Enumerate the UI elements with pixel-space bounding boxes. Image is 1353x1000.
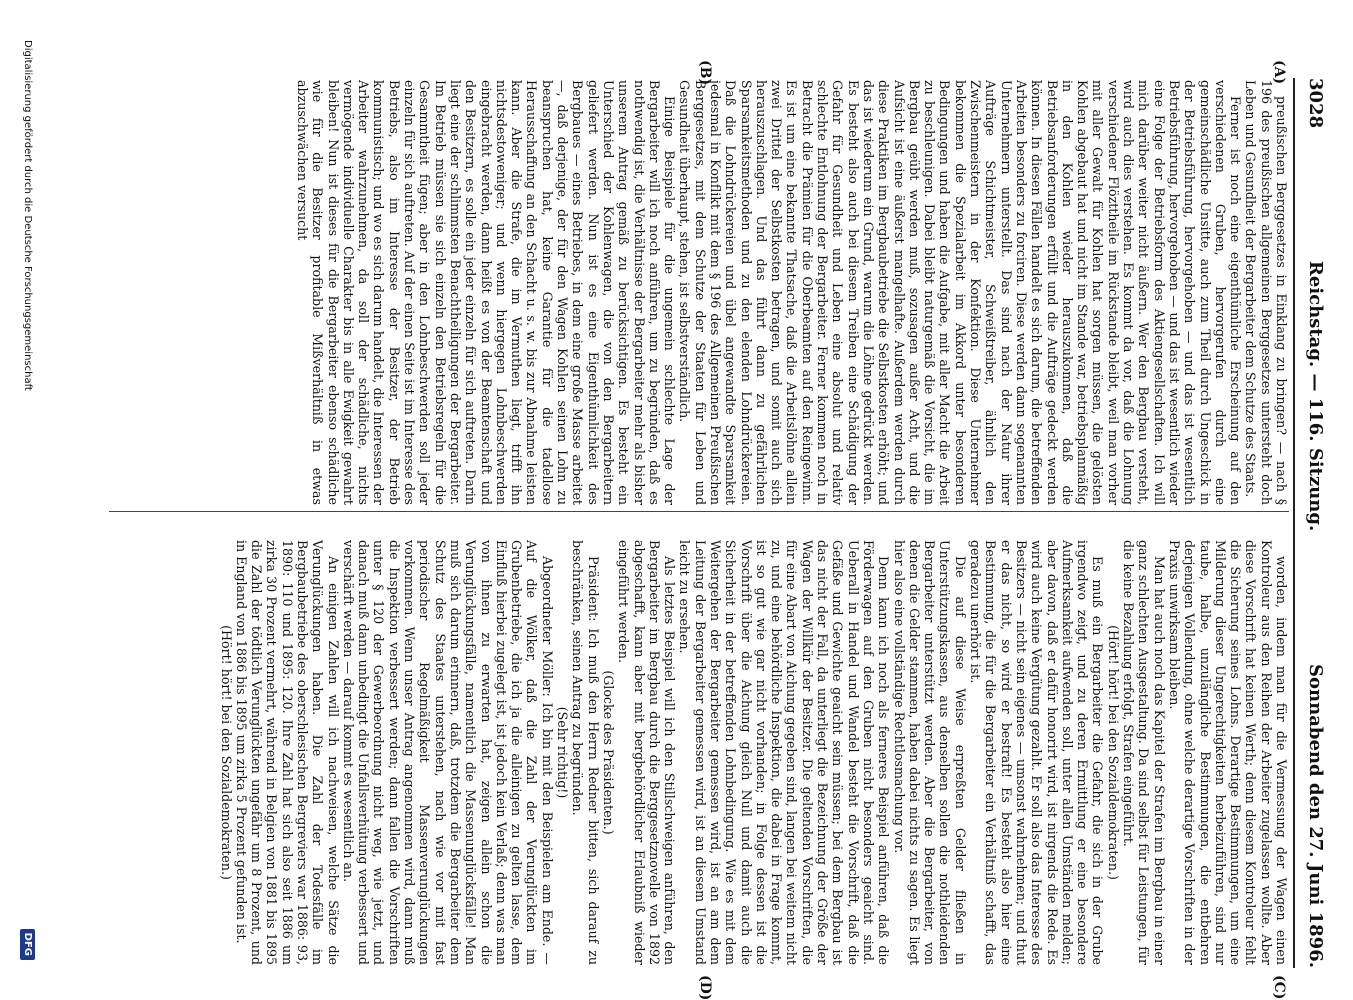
paragraph: Einige Beispiele für die ungemein schlechte Lage der Bergarbeiter will ich noch anführen, um zu begründen, daß es nothwendig ist, die Verhältnisse der Bergarbeiter mehr als bisher unserem Antrag gemäß zu berücksichtigen. Es besteht ein Unterschied der Kohlenwagen, die von den Bergarbeitern geliefert werden. Nun ist es eine Eigenthümlichkeit des Bergbaues — eines Betriebes, in dem eine große Masse arbeitet —, daß derjenige, der für den Wagen Kohlen seinen Lohn zu beanspruchen hat, keine Garantie für die tadellose Herausschaffung an den Schacht u. s. w. bis zur Abnahme leisten kann. Aber die Strafe, die im Vermuthen liegt, trifft ihn nichtsdestoweniger; und wenn hiergegen Lohnbeschwerden eingebracht werden, dann heißt es von der Beamtenschaft und den Besitzern, es solle ein jeder einzeln für sich auftreten. Darin liegt eine der schlimmsten Benachtheiligungen der Bergarbeiter. Im Betrieb müssen sie sich einzeln den Betriebsregeln für die Gesammtheit fügen; aber in den Lohnbeschwerden soll jeder einzeln für sich auftreten. Auf der einen Seite ist im Interesse des Betriebs, also im Interesse der Besitzer, der Betrieb kommunistisch; und wo es sich darum handelt, die Interessen der Arbeiter wahrzunehmen, da soll der schädliche, nichts vermögende individuelle Charakter bis in alle Ewigkeit gewahrt bleiben! Nun ist dieses für die Bergarbeiter ebenso schädliche wie für die Besitzer profitable Mißverhältniß in etwas abzuschwächen versucht xyxy=(295,80,678,505)
margin-marker-d: (D) xyxy=(697,975,713,1000)
paragraph: worden, indem man für die Vermessung der Wagen einen Kontroleur aus den Reihen der Arbeiter zugelassen wollte. Aber diese Vorschrift hat keinen Werth; denn diesem Kontroleur fehlt die Sicherung seines Lohns. Derartige Bestimmungen, um eine Milderung dieser Ungerechtigkeiten herbeizuführen, sind nur taube, halbe, unzulängliche Bestimmungen, die entbehren derjenigen Vollendung, ohne welche derartige Vorschriften in der Praxis unwirksam bleiben. xyxy=(1166,540,1289,965)
margin-marker-b: (B) xyxy=(697,60,713,86)
margin-marker-c: (C) xyxy=(1271,975,1287,1000)
page-number: 3028 xyxy=(1305,78,1327,129)
page-header xyxy=(1299,78,1333,968)
paragraph: Ferner ist noch eine eigenthümliche Erscheinung auf den verschiedenen Gruben, hervorgerufen durch eine gemeinschädliche Unsitte, auch zum Theil durch Ungeschick in der Betriebsführung, hervorgehoben — und das ist wesentlich Betriebsführung, hervorgehoben — und das ist wesentlich wieder eine Folge der Betriebsform des Aktiengesellschaften. Ich will mich darüber weiter nicht äußern. Wer den Bergbau versteht, wird auch dies verstehen. Es kommt da vor, daß die Lohnung verschiedener Flözttheile im Rückstande bleibt, weil man vorher mit aller Gewalt für Kohlen hat sorgen müssen, die gelösten Kohlen abgebaut hat und nicht im Stande war, betriebsplanmäßig in den Kohlen wieder herauszukommen, daß die Betriebsanforderungen erfüllt und die Aufträge gedeckt werden können. In diesen Fällen handelt es sich darum, die betreffenden Arbeiten besonders zu forciren. Diese werden dann sogenannten Unternehmern unterstellt. Das sind nach der Natur ihrer Aufträge Schichtmeister, Schweißtreiber, ähnlich den Zwischenmeistern in der Konfektion. Diese Unternehmer bekommen die Spezialarbeit im Akkord unter besonderen Bedingungen und haben die Aufgabe, mit aller Macht die Arbeit zu beschleunigen. Dabei bleibt naturgemäß die Vorsicht, die im Bergbau geübt werden muß, sozusagen außer Acht, und die Aufsicht ist eine äußerst mangelhafte. Außerdem werden durch diese Praktiken im Bergbaubetriebe die Selbstkosten erhöht; und das ist wiederum ein Grund, warum die Löhne gedrückt werden. Es besteht also auch bei diesem Treiben eine Schädigung der Gefahr für Gesundheit und Leben eine absolut und relativ schlechte Entlohnung der Bergarbeiter. Ferner kommen noch in Betracht die Prämien für die Oberbeamten auf den Reingewinn. Es ist um eine bekannte Thatsache, daß die Arbeitslöhne allein zwei Drittel der Selbstkosten betragen, und somit auch sich herauszuschlagen. Und das führt dann zu gefährlichen Sparsamkeitsmethoden und zu den elenden Lohndrückereien. Daß die Lohndrückereien und übel angewandte Sparsamkeit jedesmal in Konflikt mit dem § 196 des Allgemeinen Preußischen Berggesetzes, mit dem Schutze der Staaten für Leben und Gesundheit überhaupt, stehen, ist selbstverständlich. xyxy=(677,80,1244,505)
left-text-column xyxy=(110,80,1289,505)
paragraph: An einigen Zahlen will ich nachweisen, welche Sätze die Verunglückungen haben. Die Zahl der Todesfälle im Bergbaubetriebe des oberschlesischen Bergreviers war 1886: 93, 1890: 110 und 1895: 120. Ihre Zahl hat sich also seit 1886 um zirka 30 Prozent vermehrt, während in Belgien von 1881 bis 1895 die Zahl der tödtlich Verunglückten ungefähr um 8 Prozent, und in England von 1886 bis 1895 um zirka 5 Prozent gefunden ist. xyxy=(233,540,341,965)
interjection: (Sehr richtig!) xyxy=(555,706,571,799)
paragraph: preußischen Berggesetzes in Einklang zu bringen? — nach § 196 des preußischen allgemeinen Berggesetzes untersteht doch Leben und Gesundheit der Bergarbeiter dem Schutze des Staats. xyxy=(1243,80,1289,505)
session-title: Reichstag. — 116. Sitzung. xyxy=(1305,260,1327,532)
paragraph: Die auf diese Weise erpreßten Gelder fließen in Unterstützungskassen, aus denselben sollen die nothleidenden Bergarbeiter unterstützt werden. Aber die Bergarbeiter, von denen die Gelder stammen, haben dabei nichts zu sagen. Es liegt hier also eine vollständige Rechtlosmachung vor. xyxy=(891,540,968,965)
interjection: (Glocke des Präsidenten.) xyxy=(600,670,616,835)
paragraph: Denn kann ich noch als ferneres Beispiel anführen, daß die Förderwagen auf den Gruben nicht besonders geaicht sind. Ueberall in Handel und Wandel besteht die Vorschrift, daß die Gefäße und Gewichte geaicht sein müssen; bei dem Bergbau ist das nicht der Fall, da unterliegt die Bezeichnung der Größe der Wagen der Willkür der Besitzer. Die geltenden Vorschriften, die für eine Abart von Aichung gegeben sind, langen bei weitem nicht zu, und eine behördliche Inspektion, die dabei in Frage kommt, ist so gut wie gar nicht vorhanden; in Folge dessen ist die Vorschrift über die Aichung gleich Null und damit auch die Sicherheit in der betreffenden Lohnbedingung. Wie es mit dem Weitergehen der Bergarbeiter gemessen wird, ist an am dem Leitung der Bergarbeiter gemessen wird, ist an diesem Umstand leicht zu ersehen. xyxy=(677,540,892,965)
right-text-column xyxy=(110,540,1289,965)
header-rule xyxy=(1293,78,1295,968)
paragraph: Als letztes Beispiel will ich den Stillschweigen anführen, den Bergarbeiter im Bergbau durch die Berggesetznovelle von 1892 abgeschafft, kann aber mit bergbehördlicher Erlaubniß wieder eingeführt werden. xyxy=(616,540,678,965)
paragraph: Es muß ein Bergarbeiter die Gefahr, die sich in der Grube irgendwo zeigt, und zu deren Ermittlung er eine besondere Aufmerksamkeit aufwenden soll, unter allen Umständen melden; aber davon, daß er dafür honorirt wird, ist nirgends die Rede. Es wird auch keine Vergütung gezahlt. Er soll also das Interesse des Besitzers — nicht sein eigenes — umsonst wahrnehmen; und thut er das nicht, so wird er bestraft! Es besteht also hier eine Bestimmung, die für die Bergarbeiter ein Verhältniß schafft, das geradezu unerhört ist. xyxy=(968,540,1106,965)
column-divider xyxy=(109,511,1289,512)
paragraph: Man hat auch noch das Kapitel der Strafen im Bergbau in einer ganz schlechten Ausgestaltung. Da sind selbst für Leistungen, für die keine Bezahlung erfolgt, Strafen eingeführt. xyxy=(1121,540,1167,965)
interjection: (Hört! hört! bei den Sozialdemokraten.) xyxy=(1105,625,1121,880)
margin-marker-a: (A) xyxy=(1271,60,1287,85)
page-footer xyxy=(20,40,35,960)
paragraph: Präsident: Ich muß den Herrn Redner bitten, sich darauf zu beschränken, seinen Antrag zu begründen. xyxy=(570,540,601,965)
interjection: (Hört! hört! bei den Sozialdemokraten.) xyxy=(218,625,234,880)
dfg-logo: DFG xyxy=(20,929,35,960)
session-date: Sonnabend den 27. Juni 1896. xyxy=(1305,664,1327,968)
paragraph: Abgeordneter Möller: Ich bin mit den Beispielen am Ende. — Auf die Wölker, daß die Zahl der Verunglückten im Grubenbetriebe, die ich ja die alleinigen zu gelten lasse, dem Einfluß hierbei zugelegt ist, ist jedoch kein Verlaß; denn was man von ihnen zu erwarten hat, zeigen allein schon die Verunglückungsfälle, namentlich die Massenunglücksfälle! Man muß sich darum erinnern, daß, trotzdem die Bergarbeiter dem Schutz des Staates unterstehen, nach wie vor mit fast periodischer Regelmäßigkeit Massenverunglückungen vorkommen. Wenn unser Antrag angenommen wird, dann muß die Inspektion verbessert werden; dann fallen die Vorschriften unter § 120 der Gewerbeordnung nicht weg, wie jetzt, und danach muß dann unbedingt die Unfallsverhütung verbessert und verschärft werden — darauf kommt es wesentlich an. xyxy=(340,540,555,965)
digitization-credit: Digitalisierung gefördert durch die Deutsche Forschungsgemeinschaft xyxy=(22,40,33,391)
